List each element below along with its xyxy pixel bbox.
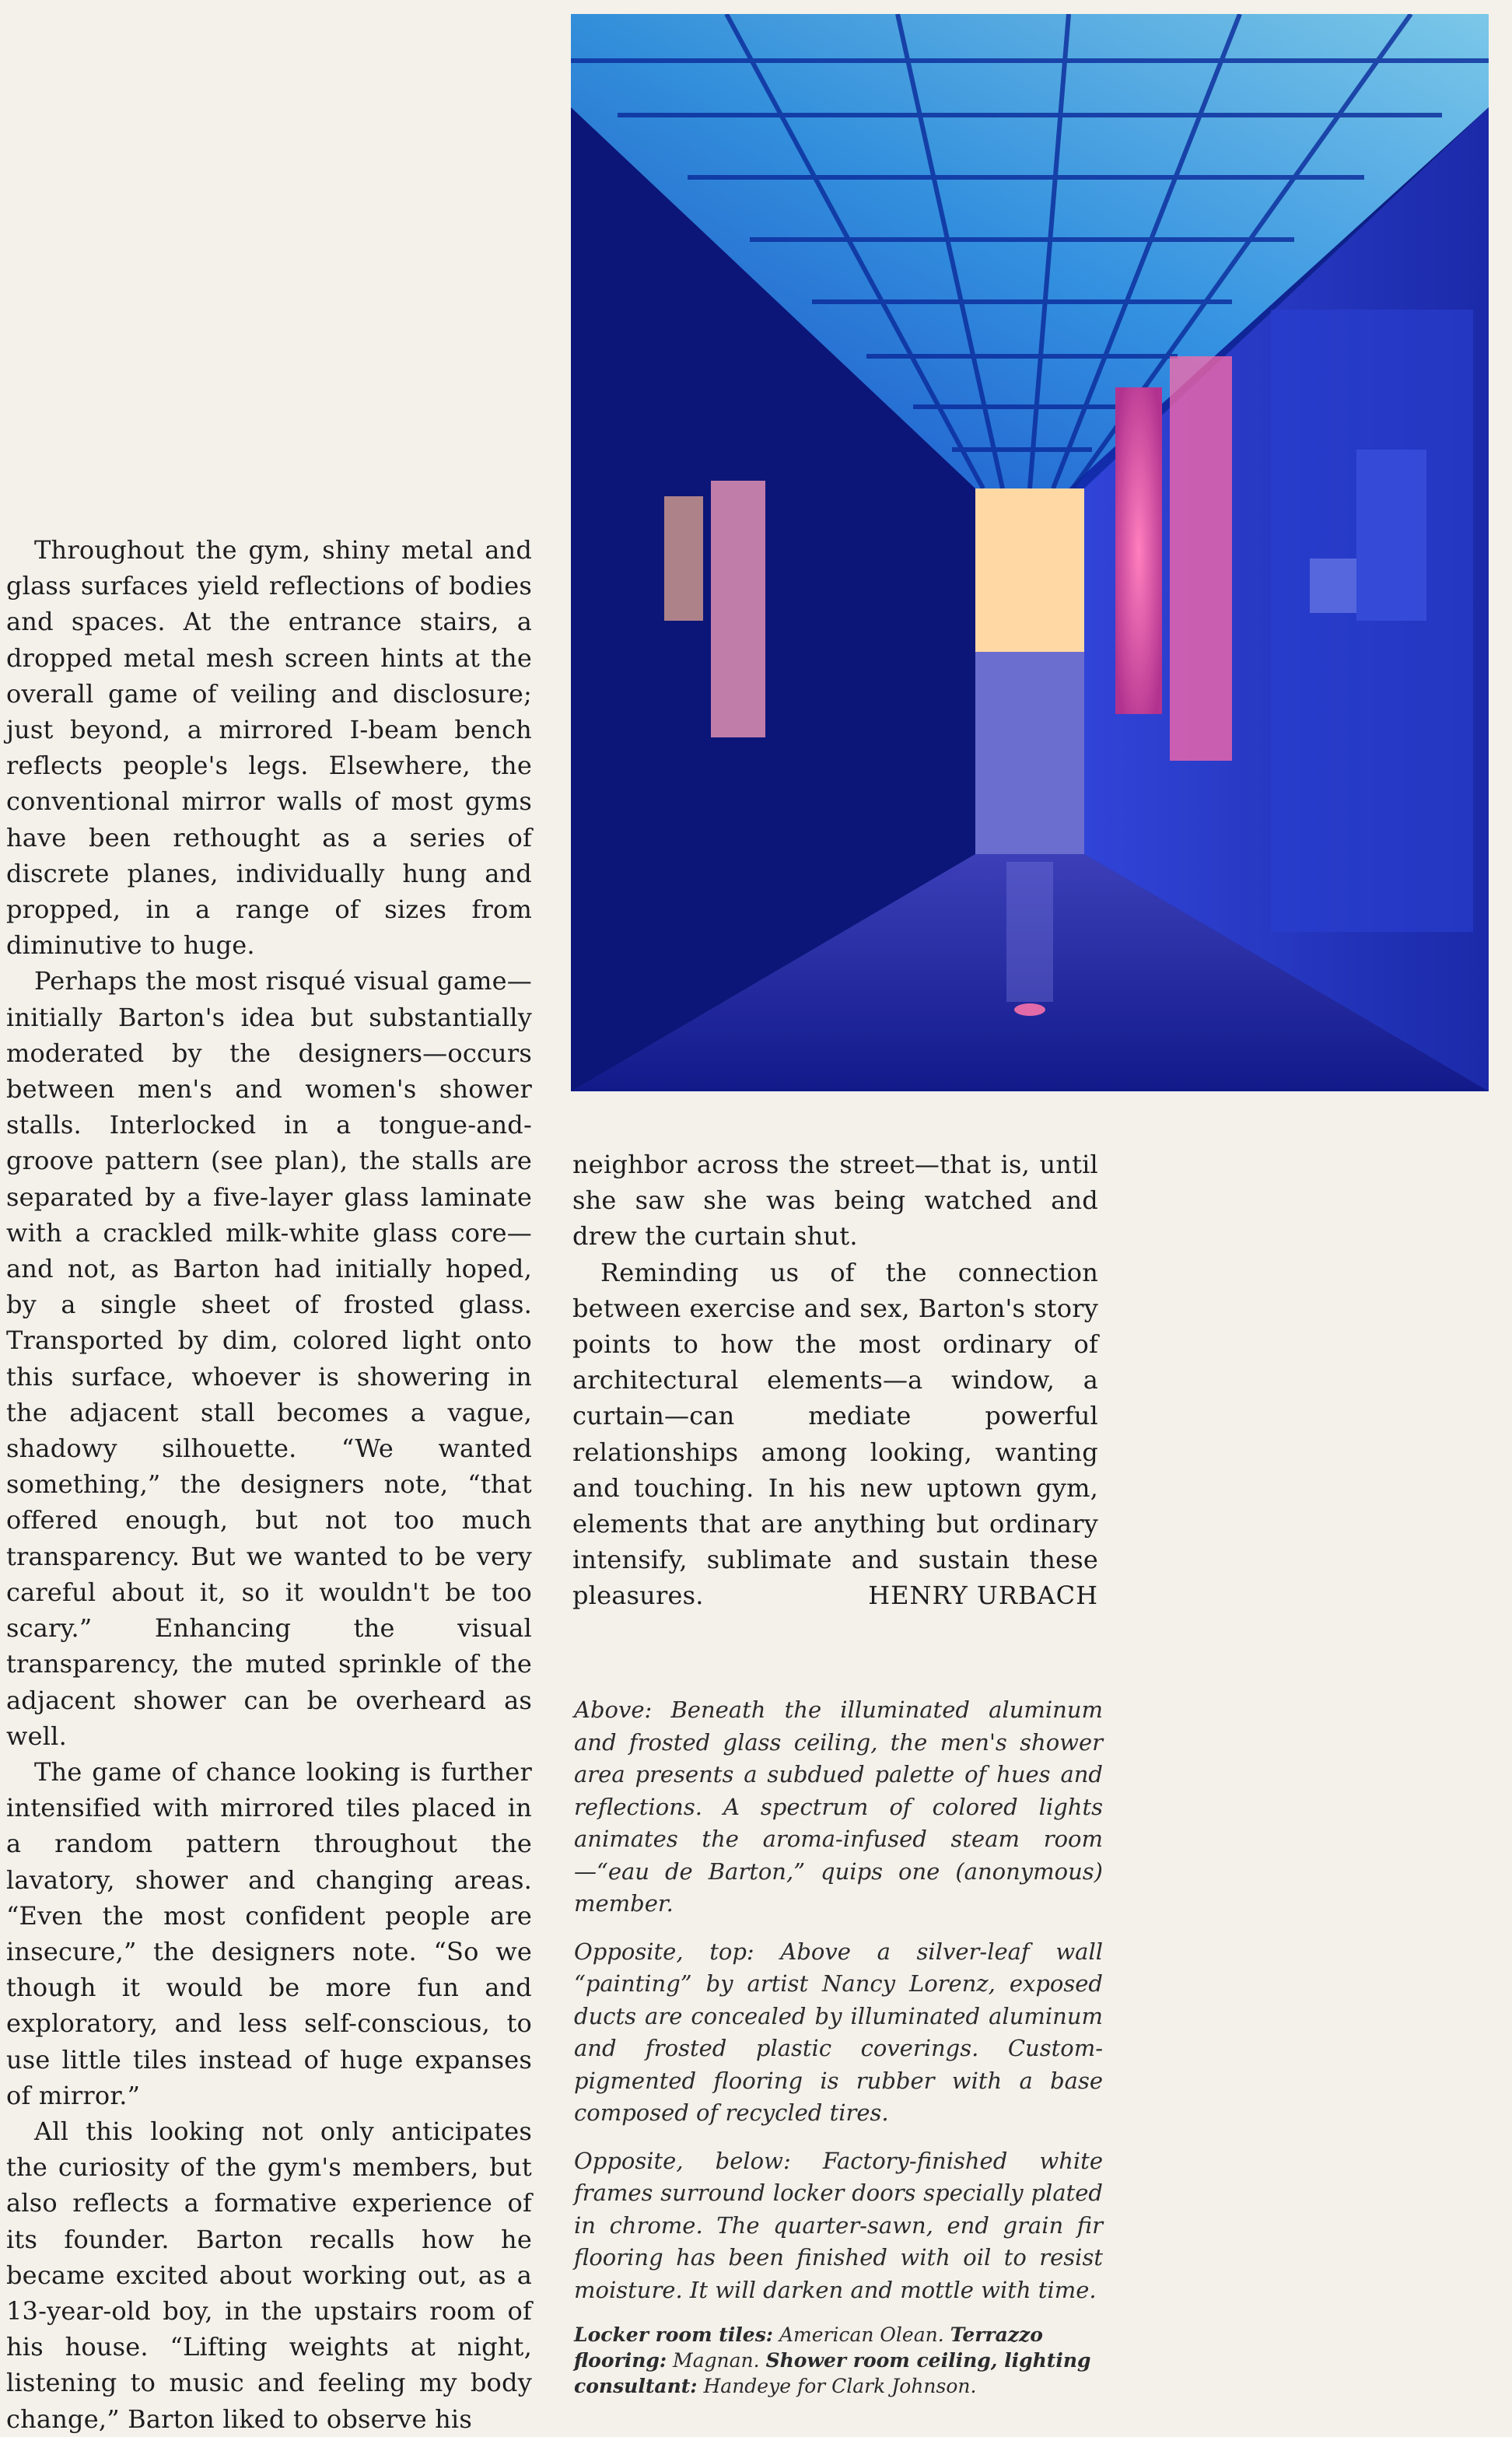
article-paragraph: Throughout the gym, shiny metal and glass surfaces yield reflections of bodies and spaces. At the entrance stairs, a dropped metal mesh screen hints at the overall game of veiling and disclosure; just beyond, a mirrored I-beam bench reflects people's legs. Elsewhere, the conventional mirror walls of most gyms have been rethought as a series of discrete planes, individually hung and propped, in a range of sizes from diminutive to huge. [6, 535, 532, 961]
caption-opposite-below: Opposite, below: Factory-finished white frames surround locker doors specially plated in chrome. The quarter-sawn, end grain fir flooring has been finished with oil to resist moisture. It will darken and mottle with time. [574, 2147, 1103, 2303]
caption-opposite-top: Opposite, top: Above a silver-leaf wall “painting” by artist Nancy Lorenz, exposed ducts are concealed by illuminated aluminum and frosted plastic coverings. Custom-pigmented flooring is rubber with a base composed of recycled tires. [574, 1938, 1103, 2126]
photo-captions [574, 1694, 1103, 2399]
credit-value: Magnan. [673, 2349, 760, 2372]
credit-label: Locker room tiles: [574, 2323, 774, 2346]
article-column-left [6, 532, 532, 2437]
credit-value: Handeye for Clark Johnson. [703, 2375, 977, 2397]
shower-corridor-illustration [571, 14, 1489, 1091]
article-column-right [572, 1147, 1098, 1614]
caption-above: Above: Beneath the illuminated aluminum and frosted glass ceiling, the men's shower area presents a subdued palette of hues and reflections. A spectrum of colored lights animates the aroma-infused steam room—“eau de Barton,” quips one (anonymous) member. [574, 1696, 1103, 1917]
credit-label: Shower room ceiling, lighting consultant: [574, 2349, 1091, 2397]
article-paragraph: The game of chance looking is further intensified with mirrored tiles placed in a random pattern throughout the lavatory, shower and changing areas. “Even the most confident people are insecure,” the designers note. “So we though it would be more fun and exploratory, and less self-conscious, to use little tiles instead of huge expanses of mirror.” [6, 1756, 532, 2110]
author-byline: HENRY URBACH [868, 1581, 1098, 1611]
credit-value: American Olean. [779, 2323, 944, 2346]
article-paragraph: Perhaps the most risqué visual game—initially Barton's idea but substantially moderated by the designers—occurs between men's and women's shower stalls. Interlocked in a tongue-and-groove pattern (see plan), the stalls are separated by a five-layer glass laminate with a crackled milk-white glass core—and not, as Barton had initially hoped, by a single sheet of frosted glass. Transported by dim, colored light onto this surface, whoever is showering in the adjacent stall becomes a vague, shadowy silhouette. “We wanted something,” the designers note, “that offered enough, but not too much transparency. But we wanted to be very careful about it, so it wouldn't be too scary.” Enhancing the visual transparency, the muted sprinkle of the adjacent shower can be overheard as well. [6, 966, 532, 1751]
article-paragraph: neighbor across the street—that is, until she saw she was being watched and drew the curtain shut. [572, 1150, 1098, 1252]
article-paragraph-closing [572, 1255, 1098, 1614]
article-paragraph-text: Reminding us of the connection between exercise and sex, Barton's story points to how the most ordinary of architectural elements—a window, a curtain—can mediate powerful relationships among looking, wanting and touching. In his new uptown gym, elements that are anything but ordinary intensify, sublimate and sustain these pleasures. [572, 1257, 1098, 1611]
product-credits [574, 2322, 1103, 2399]
shower-room-photo [571, 14, 1489, 1091]
credit-label: Terrazzo flooring: [574, 2323, 1043, 2372]
article-paragraph: All this looking not only anticipates the curiosity of the gym's members, but also reflects a formative experience of its founder. Barton recalls how he became excited about working out, as a 13-year-old boy, in the upstairs room of his house. “Lifting weights at night, listening to music and feeling my body change,” Barton liked to observe his [6, 2116, 532, 2434]
